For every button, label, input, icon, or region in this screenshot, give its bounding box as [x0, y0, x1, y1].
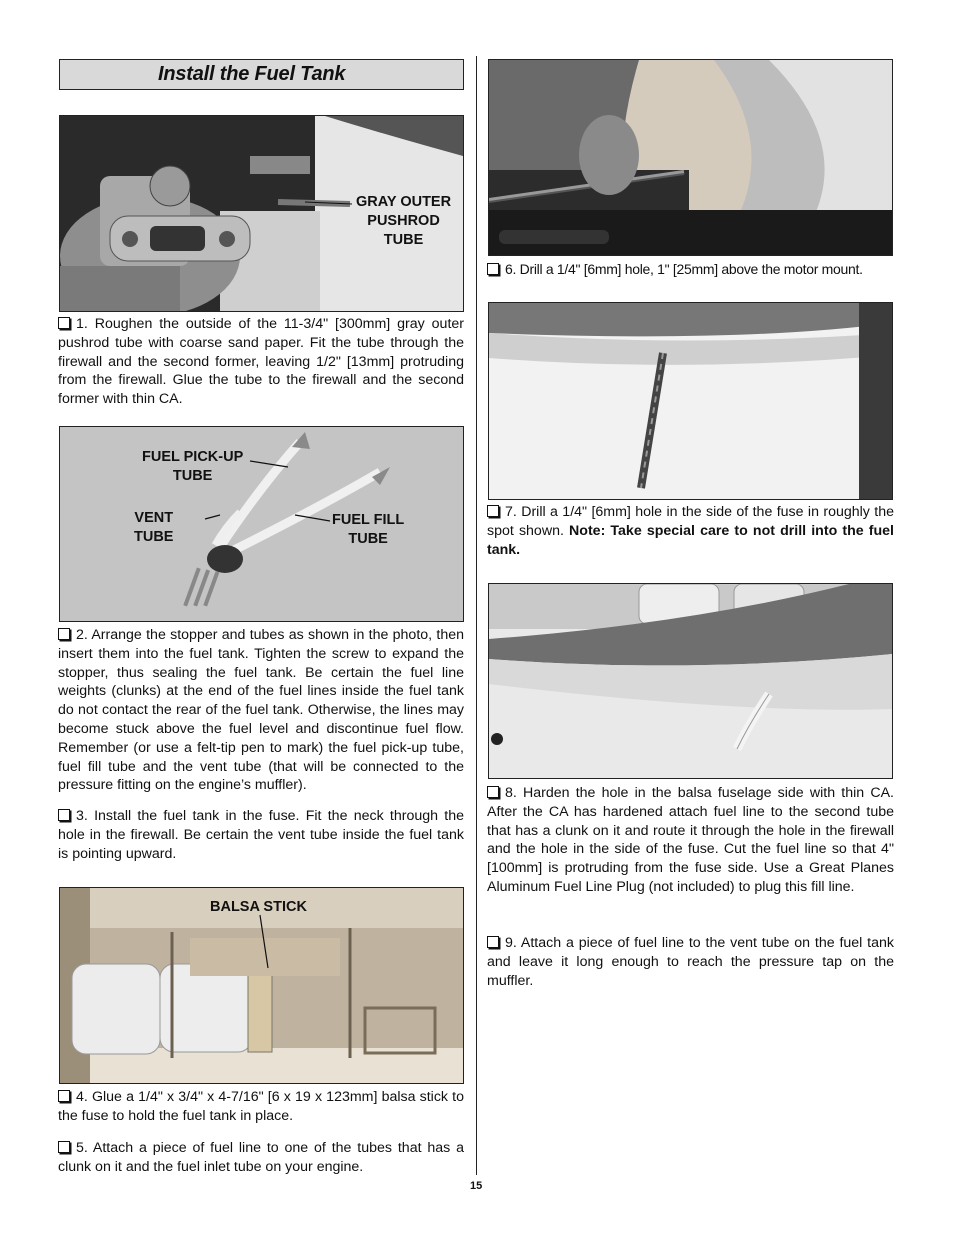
callout-fill-tube: FUEL FILL TUBE [332, 512, 405, 547]
photo-stopper-tubes [59, 426, 464, 622]
step-6 [487, 260, 897, 279]
photo-drill-fuse-side [488, 302, 893, 500]
step-4-text: 4. Glue a 1/4" x 3/4" x 4-7/16" [6 x 19 x 123mm] balsa stick to the fuse to hold the fuel tank in place. [58, 1089, 464, 1124]
checkbox-step-2[interactable] [58, 628, 70, 640]
checkbox-step-3[interactable] [58, 809, 70, 821]
step-9-text: 9. Attach a piece of fuel line to the vent tube on the fuel tank and leave it long enough to reach the pressure tap on the muffler. [487, 935, 894, 989]
step-5-text: 5. Attach a piece of fuel line to one of the tubes that has a clunk on it and the fuel inlet tube on your engine. [58, 1140, 464, 1175]
step-4 [58, 1088, 464, 1126]
callout-pushrod-tube: GRAY OUTER PUSHROD TUBE [356, 194, 452, 248]
photo-pushrod-tube [59, 115, 464, 312]
step-8-text: 8. Harden the hole in the balsa fuselage side with thin CA. After the CA has hardened attach fuel line to the second tube that has a clunk on it and route it through the hole in the firewall and the hole in the side of the fuse. Cut the fuel line so that 4" [100mm] is protruding from the fuse side. Use a Great Planes Aluminum Fuel Line Plug (not included) to plug this fill line. [487, 785, 894, 895]
step-1 [58, 315, 464, 409]
step-6-text: 6. Drill a 1/4" [6mm] hole, 1" [25mm] above the motor mount. [505, 261, 863, 277]
checkbox-step-1[interactable] [58, 317, 70, 329]
photo-drill-firewall [488, 59, 893, 256]
photo-fuel-line-protruding [488, 583, 893, 779]
step-3-text: 3. Install the fuel tank in the fuse. Fit the neck through the hole in the firewall. Be certain the vent tube inside the fuel tank is pointing upward. [58, 808, 464, 862]
callout-vent-tube: VENT TUBE [134, 510, 174, 545]
column-divider [476, 56, 477, 1175]
step-7 [487, 503, 894, 559]
step-3 [58, 807, 464, 863]
callout-pickup-tube: FUEL PICK-UP TUBE [142, 449, 244, 484]
step-7-note: Note: Take special care to not drill into the fuel tank. [487, 522, 895, 558]
photo-balsa-stick [59, 887, 464, 1084]
step-8 [487, 784, 894, 897]
step-9 [487, 934, 894, 990]
checkbox-step-5[interactable] [58, 1141, 70, 1153]
callout-balsa-stick: BALSA STICK [210, 899, 307, 915]
step-1-text: 1. Roughen the outside of the 11-3/4" [300mm] gray outer pushrod tube with coarse sand paper. Fit the tube through the firewall and the second former, leaving 1/2" [13mm] protruding from the firewall. Glue the tube to the firewall and the second former with thin CA. [58, 316, 464, 408]
step-5 [58, 1139, 464, 1177]
checkbox-step-6[interactable] [487, 263, 499, 275]
checkbox-step-9[interactable] [487, 936, 499, 948]
section-title: Install the Fuel Tank [158, 63, 346, 85]
page-number: 15 [470, 1180, 483, 1192]
checkbox-step-4[interactable] [58, 1090, 70, 1102]
step-7-text: 7. Drill a 1/4" [6mm] hole in the side of the fuse in roughly the spot shown. [487, 504, 894, 539]
checkbox-step-7[interactable] [487, 505, 499, 517]
section-title-bar [59, 59, 464, 90]
step-2-text: 2. Arrange the stopper and tubes as shown in the photo, then insert them into the fuel tank. Tighten the screw to expand the stopper, thus sealing the fuel tank. Be certain the fuel line weights (clunks) at the end of the fuel lines inside the fuel tank do not contact the rear of the fuel tank. Otherwise, the lines may become stuck above the fuel level and discontinue fuel flow. Remember (or use a felt-tip pen to mark) the fuel pick-up tube, fuel fill tube and the vent tube (that will be connected to the pressure fitting on the engine’s muffler). [58, 627, 464, 794]
checkbox-step-8[interactable] [487, 786, 499, 798]
step-2 [58, 626, 464, 795]
